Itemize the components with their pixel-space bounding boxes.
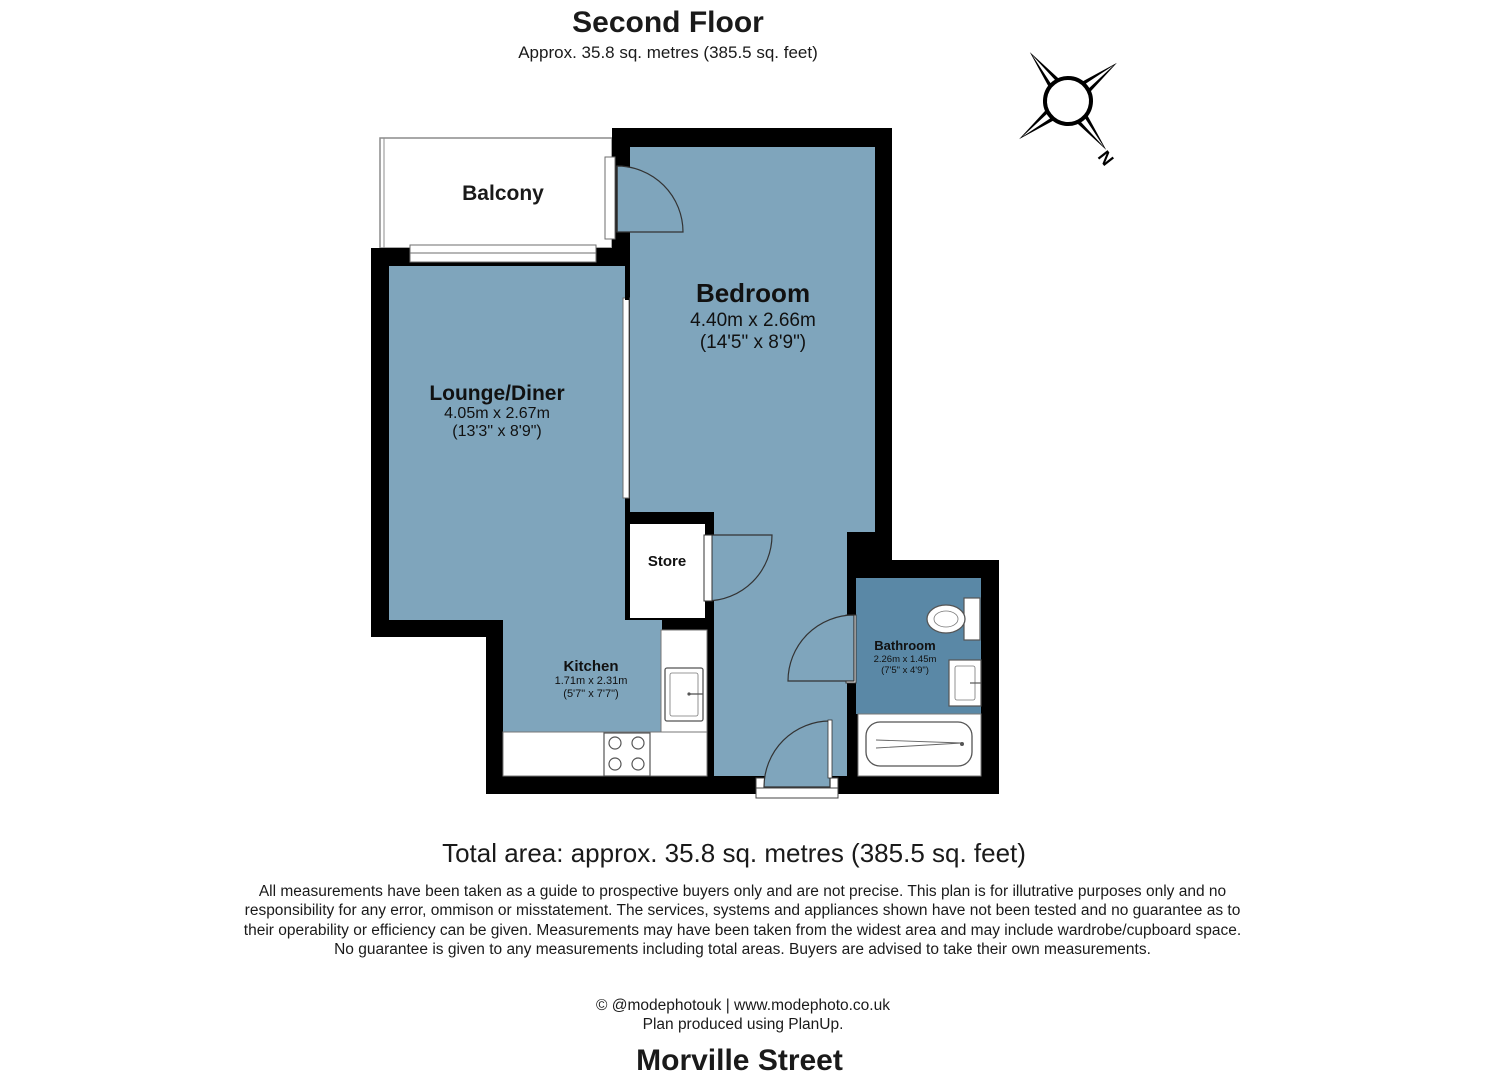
hall-fill-upper	[840, 512, 875, 532]
store-label: Store	[647, 553, 687, 570]
credits-line: © @modephotouk | www.modephoto.co.uk	[596, 997, 890, 1014]
bathroom-imperial: (7'5" x 4'9")	[881, 665, 929, 676]
planup-credit: Plan produced using PlanUp.	[642, 1016, 844, 1033]
bathroom-metric: 2.26m x 1.45m	[873, 654, 937, 665]
lounge-metric: 4.05m x 2.67m	[444, 405, 550, 422]
bath-icon	[858, 714, 981, 776]
disclaimer: All measurements have been taken as a guide to prospective buyers only and are not precise. This plan is for illutrative purposes only and no responsibility for any error, ommison or misstatement. The services, systems and appliances shown have not been tested and no guarantee as to their operability or efficiency can be given. Measurements may have been taken from the widest area and may include wardrobe/cupboard space. No guarantee is given to any measurements including total areas. Buyers are advised to take their own measurements.	[243, 883, 1242, 959]
store-fill	[630, 524, 705, 618]
bedroom-label: Bedroom	[695, 278, 811, 308]
lounge-fill	[389, 266, 625, 620]
bedroom-imperial: (14'5" x 8'9")	[699, 332, 807, 353]
kitchen-imperial: (5'7" x 7'7")	[563, 688, 619, 700]
kitchen-label: Kitchen	[563, 658, 619, 675]
balcony-label: Balcony	[462, 182, 544, 205]
floor-title: Second Floor	[572, 6, 764, 39]
compass-icon	[981, 14, 1155, 188]
hob-icon	[604, 733, 650, 776]
lounge-imperial: (13'3" x 8'9")	[452, 423, 542, 440]
compass-north-label: N	[1094, 146, 1118, 170]
kitchen-metric: 1.71m x 2.31m	[554, 675, 628, 687]
kitchen-sink-icon	[665, 668, 703, 721]
balcony-window	[410, 245, 596, 262]
floor-area-subtitle: Approx. 35.8 sq. metres (385.5 sq. feet)	[518, 43, 818, 62]
bathroom-label: Bathroom	[874, 638, 936, 653]
basin-icon	[949, 660, 981, 706]
property-name: Morville Street	[636, 1044, 843, 1077]
lounge-label: Lounge/Diner	[429, 382, 565, 405]
total-area: Total area: approx. 35.8 sq. metres (385.5 sq. feet)	[442, 838, 1026, 868]
bedroom-metric: 4.40m x 2.66m	[690, 310, 816, 331]
